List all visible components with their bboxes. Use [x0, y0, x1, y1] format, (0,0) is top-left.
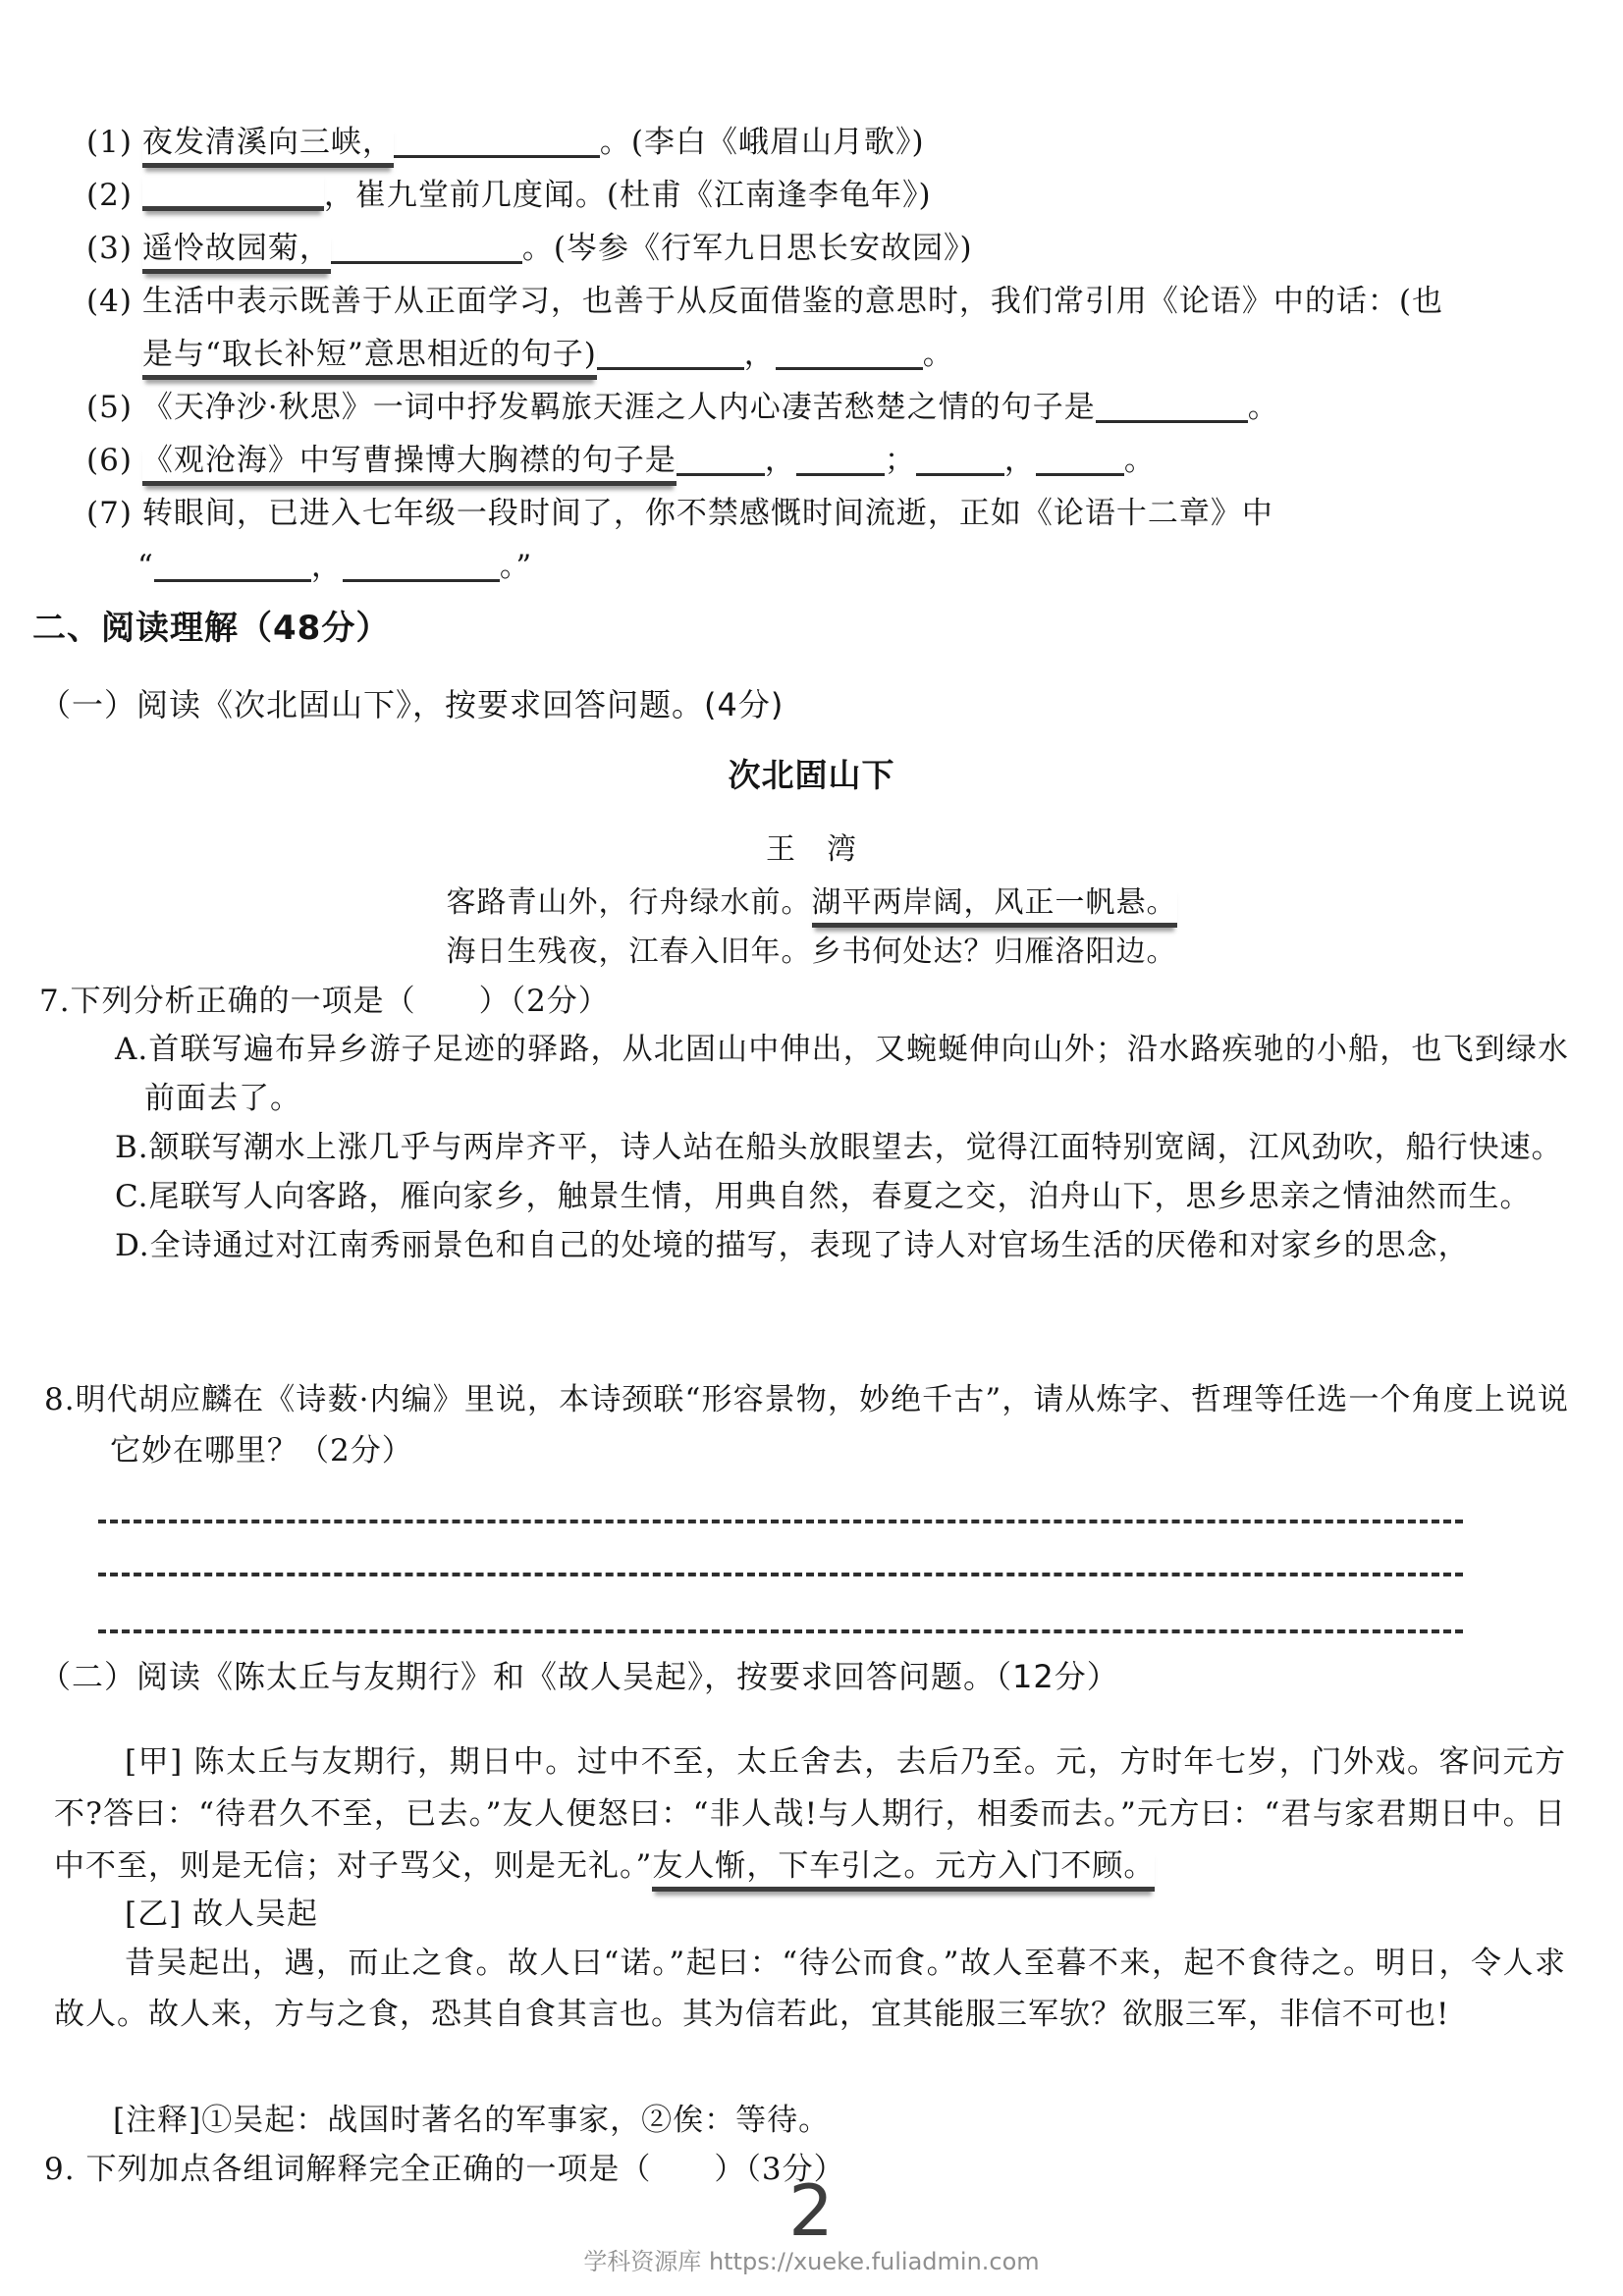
- part-1-intro: （一）阅读《次北固山下》，按要求回答问题。(4分): [39, 686, 784, 723]
- option-c: [115, 1172, 1569, 1221]
- option-b: [115, 1123, 1569, 1172]
- part-2-intro: （二）阅读《陈太丘与友期行》和《故人吴起》，按要求回答问题。（12分）: [39, 1658, 1119, 1695]
- answer-blank: [776, 334, 923, 370]
- answer-blank: [676, 440, 765, 476]
- watermark: 学科资源库 https://xueke.fuliadmin.com: [583, 2248, 1040, 2275]
- option-text: 首联写遍布异乡游子足迹的驿路，从北固山中伸出，又蜿蜒伸向山外；沿水路疾驰的小船，也飞到绿水前面去了。: [144, 1032, 1569, 1116]
- quote-close: 。”: [499, 549, 533, 584]
- question-text: 明代胡应麟在《诗薮·内编》里说，本诗颈联“形容景物，妙绝千古”，请从炼字、哲理等任选一个角度上说说它妙在哪里？（2分）: [75, 1382, 1569, 1468]
- option-label: B.: [115, 1130, 149, 1165]
- prompt-text-line2: [86, 328, 1569, 381]
- passage-jia: [54, 1736, 1566, 1893]
- fill-in-item-1: [86, 116, 1569, 169]
- quote-line: [86, 540, 1569, 593]
- poem-underlined-text: 湖平两岸阔，风正一帆悬。: [812, 885, 1177, 928]
- answer-blank: [796, 440, 885, 476]
- question-8: [44, 1374, 1569, 1476]
- separator: ；: [884, 443, 916, 478]
- poem-author: 王 湾: [766, 832, 857, 867]
- item-number: (2): [86, 178, 133, 213]
- answer-lines: [98, 1472, 1463, 1633]
- answer-blank: [1036, 440, 1124, 476]
- fill-in-item-6: [86, 434, 1569, 487]
- period: 。: [1123, 443, 1156, 478]
- fill-in-item-7: [86, 487, 1569, 593]
- answer-blank: [916, 440, 1004, 476]
- poem-block: [0, 751, 1623, 977]
- option-label: C.: [115, 1179, 149, 1214]
- prompt-text: 转眼间，已进入七年级一段时间了，你不禁感慨时间流逝，正如《论语十二章》中: [141, 496, 1273, 531]
- poem-line-2: 海日生残夜，江春入旧年。乡书何处达？归雁洛阳边。: [446, 934, 1177, 969]
- page-number: 2: [788, 2169, 835, 2252]
- fill-in-section: [86, 116, 1569, 593]
- section-2-title: 二、阅读理解（48分）: [32, 609, 391, 648]
- answer-blank: [343, 546, 500, 582]
- prompt-text: 是与“取长补短”意思相近的句子): [142, 337, 597, 380]
- poem-text: 客路青山外，行舟绿水前。: [446, 885, 812, 920]
- source-text: 。(岑参《行军九日思长安故园》): [521, 231, 973, 266]
- question-text: 下列加点各组词解释完全正确的一项是（ ）（3分）: [85, 2152, 845, 2187]
- passage-yi-header: [54, 1891, 1566, 1938]
- option-d: [115, 1221, 1569, 1270]
- answer-blank: [142, 170, 324, 211]
- passage-underlined-text: 友人惭，下车引之。元方入门不顾。: [652, 1848, 1155, 1892]
- fill-in-item-4: [86, 275, 1569, 381]
- passage-jia-text: [54, 1736, 1566, 1893]
- item-number: (5): [86, 390, 133, 425]
- answer-blank: [331, 228, 522, 264]
- option-label: D.: [115, 1228, 150, 1263]
- prompt-text: 《观沧海》中写曹操博大胸襟的句子是: [142, 443, 676, 486]
- passage-label: [乙]: [125, 1896, 183, 1932]
- question-7: [39, 978, 1569, 1270]
- fill-in-item-2: [86, 169, 1569, 222]
- prompt-text: 《天净沙·秋思》一词中抒发羁旅天涯之人内心凄苦愁楚之情的句子是: [141, 390, 1096, 425]
- question-7-options: [115, 1025, 1569, 1270]
- item-number: (7): [86, 496, 133, 531]
- answer-blank: [154, 546, 311, 582]
- question-number: 8.: [44, 1382, 76, 1417]
- source-text: ，崔九堂前几度闻。(杜甫《江南逢李龟年》): [323, 178, 932, 213]
- question-8-stem: [44, 1374, 1569, 1476]
- passage-yi-text: 昔吴起出，遇，而止之食。故人曰“诺。”起曰：“待公而食。”故人至暮不来，起不食待之。明日，令人求故人。故人来，方与之食，恐其自食其言也。其为信若此，宜其能服三军欤？欲服三军，非信不可也!: [54, 1946, 1566, 2032]
- source-text: 。(李白《峨眉山月歌》): [599, 125, 925, 160]
- question-text: 下列分析正确的一项是（ ）（2分）: [70, 984, 610, 1019]
- option-label: A.: [115, 1032, 149, 1067]
- verse-text: 遥怜故园菊，: [142, 231, 331, 274]
- answer-blank: [1096, 387, 1248, 423]
- item-number: (3): [86, 231, 133, 266]
- question-number: 7.: [39, 984, 71, 1019]
- answer-line: [98, 1582, 1463, 1633]
- question-number: 9.: [44, 2152, 76, 2187]
- separator: ，: [764, 443, 796, 478]
- verse-text: 夜发清溪向三峡，: [142, 125, 394, 168]
- answer-blank: [597, 334, 744, 370]
- period: 。: [1247, 390, 1279, 425]
- item-number: (6): [86, 443, 133, 478]
- item-number: (4): [86, 284, 133, 319]
- answer-line: [98, 1525, 1463, 1576]
- passage-title: 故人吴起: [192, 1896, 319, 1932]
- passage-yi: [54, 1891, 1566, 2040]
- separator: ，: [1003, 443, 1036, 478]
- fill-in-item-5: [86, 381, 1569, 434]
- passage-text: 陈太丘与友期行，期日中。过中不至，太丘舍去，去后乃至。元，方时年七岁，门外戏。客问元方不?答曰：“待君久不至，已去。”友人便怒曰：“非人哉!与人期行，相委而去。”元方曰：“君与家君期日中。日中不至，则是无信；对子骂父，则是无礼。”: [54, 1744, 1566, 1884]
- option-text: 尾联写人向客路，雁向家乡，触景生情，用典自然，春夏之交，泊舟山下，思乡思亲之情油然而生。: [148, 1179, 1532, 1214]
- item-number: (1): [86, 125, 133, 160]
- option-a: [115, 1025, 1569, 1123]
- answer-blank: [394, 122, 600, 158]
- answer-line: [98, 1472, 1463, 1523]
- option-text: 颔联写潮水上涨几乎与两岸齐平，诗人站在船头放眼望去，觉得江面特别宽阔，江风劲吹，船行快速。: [148, 1130, 1563, 1165]
- separator: ，: [743, 337, 776, 372]
- option-text: 全诗通过对江南秀丽景色和自己的处境的描写，表现了诗人对官场生活的厌倦和对家乡的思念，: [149, 1228, 1470, 1263]
- poem-line-1: [0, 879, 1623, 928]
- passage-label: [甲]: [125, 1744, 184, 1780]
- separator: ，: [310, 549, 343, 584]
- poem-title: 次北固山下: [728, 756, 895, 794]
- passage-notes: [注释]①吴起：战国时著名的军事家，②俟：等待。: [113, 2103, 831, 2138]
- prompt-text: 生活中表示既善于从正面学习，也善于从反面借鉴的意思时，我们常引用《论语》中的话：(也: [141, 284, 1444, 319]
- quote-open: “: [137, 549, 154, 584]
- fill-in-item-3: [86, 222, 1569, 275]
- period: 。: [922, 337, 954, 372]
- question-7-stem: [39, 978, 1569, 1025]
